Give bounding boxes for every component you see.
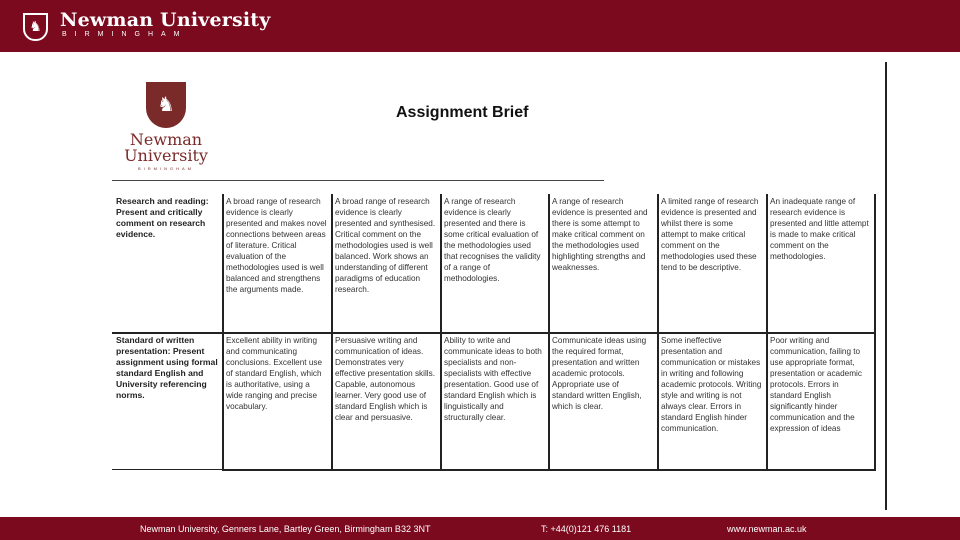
band-cell: Ability to write and communicate ideas to both specialists and non-specialists with effective presentation. Good use of standard English which is linguistically and structurally clear. <box>444 336 542 422</box>
band-cell: Some ineffective presentation and communication or mistakes in writing and following academic protocols. Writing style and writing is not always clear. Errors in standard English hinder communication. <box>661 336 762 433</box>
logo-name: Newman University <box>124 130 208 165</box>
criterion-cell: Standard of written presentation: Present assignment using formal standard English and University referencing norms. <box>116 335 218 400</box>
header-subtitle: BIRMINGHAM <box>62 31 188 38</box>
band-cell: A broad range of research evidence is clearly presented and synthesised. Critical comment on the methodologies used is well balanced. Work shows an understanding of different paradigms of education research. <box>335 197 436 294</box>
header-title: Newman University <box>60 9 271 31</box>
shield-icon: ♞ <box>146 82 186 128</box>
band-cell: A broad range of research evidence is clearly presented and makes novel connections between areas of literature. Critical evaluation of the methodologies used is well balanced and strengthens the arguments made. <box>226 197 327 294</box>
band-cell: Persuasive writing and communication of ideas. Demonstrates very effective presentation skills. Capable, autonomous learner. Very good use of standard English which is clear and persuasive. <box>335 336 435 422</box>
band-cell: Communicate ideas using the required format, presentation and written academic protocols. Appropriate use of standard written English, which is clear. <box>552 336 647 411</box>
band-cell: A range of research evidence is presented and there is some attempt to make critical comment on the methodologies used highlighting strengths and weaknesses. <box>552 197 648 272</box>
table-border <box>222 469 875 471</box>
logo-city: BIRMINGHAM <box>138 166 194 171</box>
document-title: Assignment Brief <box>396 104 529 121</box>
footer-address: Newman University, Genners Lane, Bartley Green, Birmingham B32 3NT <box>140 524 431 534</box>
band-cell: Excellent ability in writing and communicating conclusions. Excellent use of standard English, which is authoritative, using a wide ranging and precise vocabulary. <box>226 336 323 411</box>
divider <box>112 180 604 181</box>
university-logo <box>118 82 214 171</box>
band-cell: An inadequate range of research evidence is presented and little attempt is made to make critical comment on the methodologies. <box>770 197 869 261</box>
footer-website[interactable]: www.newman.ac.uk <box>727 524 807 534</box>
crest-icon: ♞ <box>23 13 48 41</box>
footer-bar <box>0 517 960 540</box>
divider <box>885 62 887 510</box>
table-border <box>112 469 222 470</box>
table-border <box>112 332 875 334</box>
footer-phone: T: +44(0)121 476 1181 <box>541 524 632 534</box>
band-cell: Poor writing and communication, failing to use appropriate format, presentation or academic protocols. Errors in standard English significantly hinder communication and the expression of ideas <box>770 336 862 433</box>
band-cell: A range of research evidence is clearly presented and there is some critical evaluation of the methodologies used that recognises the validity of a range of methodologies. <box>444 197 541 283</box>
band-cell: A limited range of research evidence is presented and whilst there is some attempt to make critical comment on the methodologies used these tend to be descriptive. <box>661 197 759 272</box>
header-bar <box>0 0 960 52</box>
criterion-cell: Research and reading: Present and critically comment on research evidence. <box>116 196 209 239</box>
